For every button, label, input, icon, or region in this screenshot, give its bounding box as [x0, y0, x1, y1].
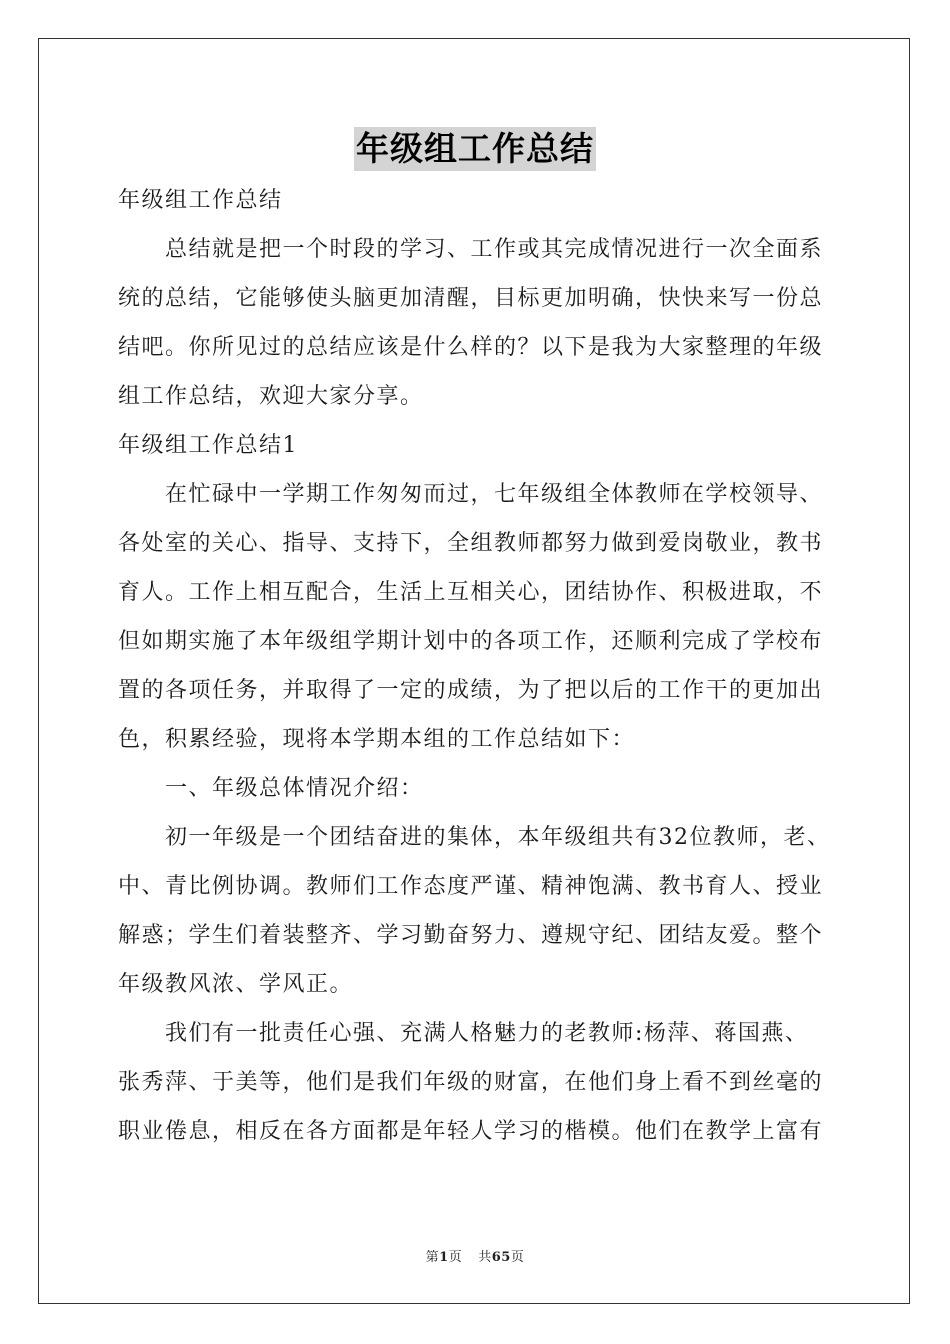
footer-page-suffix: 页	[448, 1250, 463, 1265]
body-line: 结吧。你所见过的总结应该是什么样的？以下是我为大家整理的年级	[118, 335, 824, 360]
body-line: 统的总结，它能够使头脑更加清醒，目标更加明确，快快来写一份总	[118, 286, 824, 311]
body-line: 色，积累经验，现将本学期本组的工作总结如下：	[118, 727, 636, 752]
body-line: 育人。工作上相互配合，生活上互相关心，团结协作、积极进取，不	[118, 580, 824, 605]
document-title	[0, 127, 950, 171]
section-heading: 年级组工作总结1	[118, 433, 298, 458]
total-pages: 65	[491, 1250, 511, 1265]
document-title-text: 年级组工作总结	[354, 127, 596, 171]
subsection-heading: 一、年级总体情况介绍：	[165, 776, 424, 801]
body-line: 置的各项任务，并取得了一定的成绩，为了把以后的工作干的更加出	[118, 678, 824, 703]
body-line: 职业倦息，相反在各方面都是年轻人学习的楷模。他们在教学上富有	[118, 1119, 824, 1144]
page-number: 1	[439, 1250, 449, 1265]
body-line: 中、青比例协调。教师们工作态度严谨、精神饱满、教书育人、授业	[118, 874, 824, 899]
footer-total-prefix: 共	[478, 1250, 492, 1265]
body-line: 初一年级是一个团结奋进的集体，本年级组共有32位教师，老、	[165, 825, 831, 850]
body-line: 张秀萍、于美等，他们是我们年级的财富，在他们身上看不到丝毫的	[118, 1070, 824, 1095]
body-line: 组工作总结，欢迎大家分享。	[118, 384, 424, 409]
body-line: 年级组工作总结	[118, 188, 283, 213]
footer-total-suffix: 页	[510, 1250, 525, 1265]
body-line: 在忙碌中一学期工作匆匆而过，七年级组全体教师在学校领导、	[165, 482, 824, 507]
page-footer	[0, 1246, 950, 1265]
body-line: 年级教风浓、学风正。	[118, 972, 354, 997]
body-line: 解惑；学生们着装整齐、学习勤奋努力、遵规守纪、团结友爱。整个	[118, 923, 824, 948]
body-line: 总结就是把一个时段的学习、工作或其完成情况进行一次全面系	[165, 237, 824, 262]
document-body	[118, 176, 838, 1156]
footer-prefix: 第	[425, 1250, 440, 1265]
body-line: 我们有一批责任心强、充满人格魅力的老教师:杨萍、蒋国燕、	[165, 1021, 809, 1046]
body-line: 各处室的关心、指导、支持下，全组教师都努力做到爱岗敬业，教书	[118, 531, 824, 556]
body-line: 但如期实施了本年级组学期计划中的各项工作，还顺利完成了学校布	[118, 629, 824, 654]
